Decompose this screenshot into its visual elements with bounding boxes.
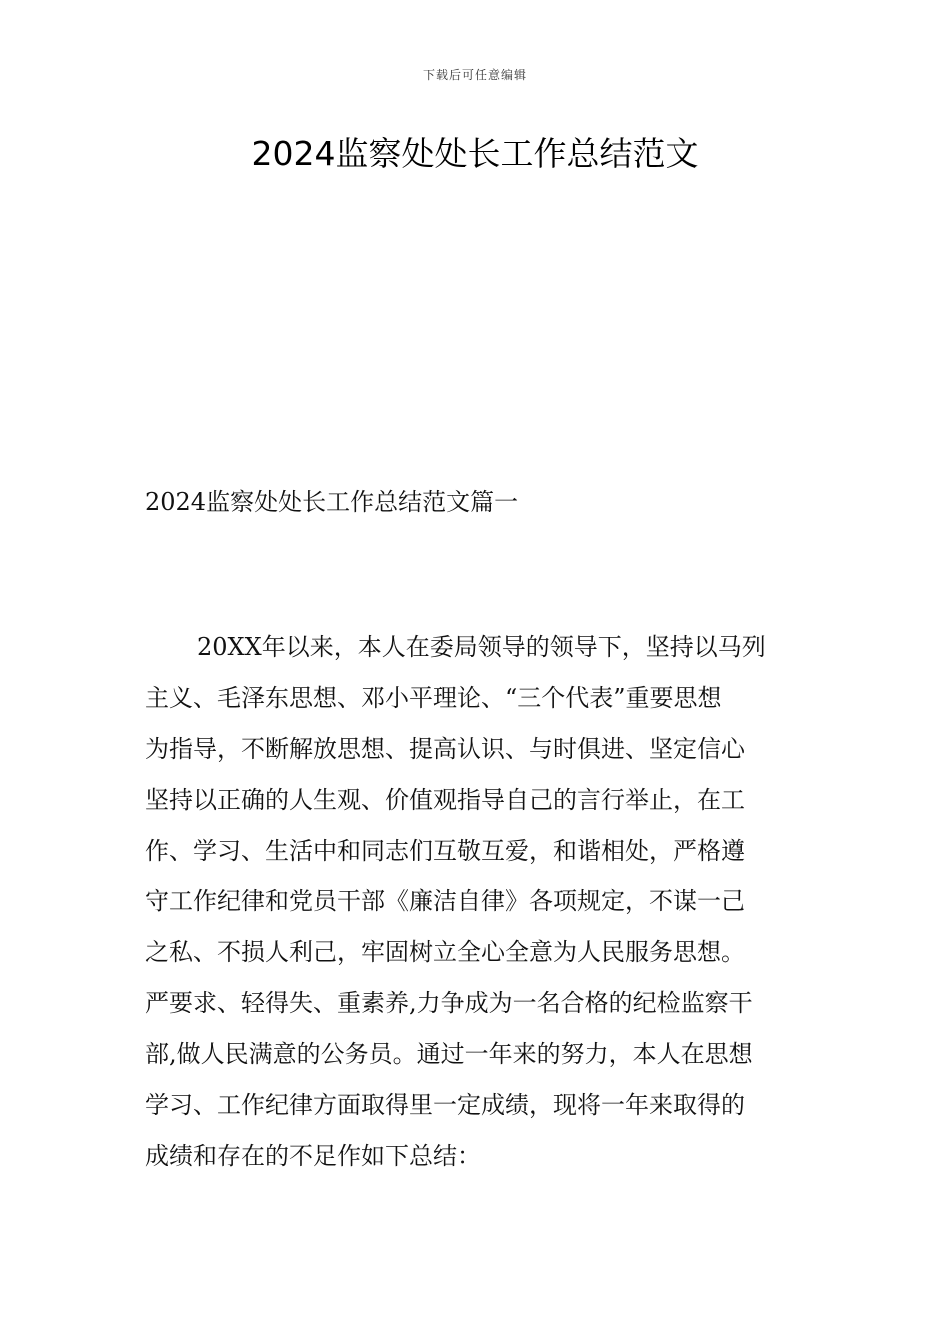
document-title: 2024监察处处长工作总结范文 xyxy=(251,134,699,173)
paragraph-line: 学习、工作纪律方面取得里一定成绩，现将一年来取得的 xyxy=(145,1091,745,1120)
paragraph-line: 坚持以正确的人生观、价值观指导自己的言行举止，在工 xyxy=(145,785,745,814)
paragraph-line: 部,做人民满意的公务员。通过一年来的努力，本人在思想 xyxy=(145,1040,753,1069)
paragraph-line: 20XX年以来，本人在委局领导的领导下，坚持以马列 xyxy=(197,633,766,661)
paragraph-line: 成绩和存在的不足作如下总结： xyxy=(145,1141,481,1170)
paragraph-line: 守工作纪律和党员干部《廉洁自律》各项规定，不谋一己 xyxy=(145,887,745,916)
paragraph-line: 之私、不损人利己，牢固树立全心全意为人民服务思想。 xyxy=(145,938,745,967)
section-heading: 2024监察处处长工作总结范文篇一 xyxy=(145,488,519,516)
paragraph-line: 主义、毛泽东思想、邓小平理论、“三个代表”重要思想 xyxy=(145,683,722,712)
body-paragraph xyxy=(145,622,807,1182)
paragraph-line: 为指导，不断解放思想、提高认识、与时俱进、坚定信心 xyxy=(145,734,745,763)
paragraph-line: 作、学习、生活中和同志们互敬互爱，和谐相处，严格遵 xyxy=(145,836,745,865)
paragraph-line: 严要求、轻得失、重素养,力争成为一名合格的纪检监察干 xyxy=(145,989,753,1018)
header-note: 下载后可任意编辑 xyxy=(422,68,527,82)
